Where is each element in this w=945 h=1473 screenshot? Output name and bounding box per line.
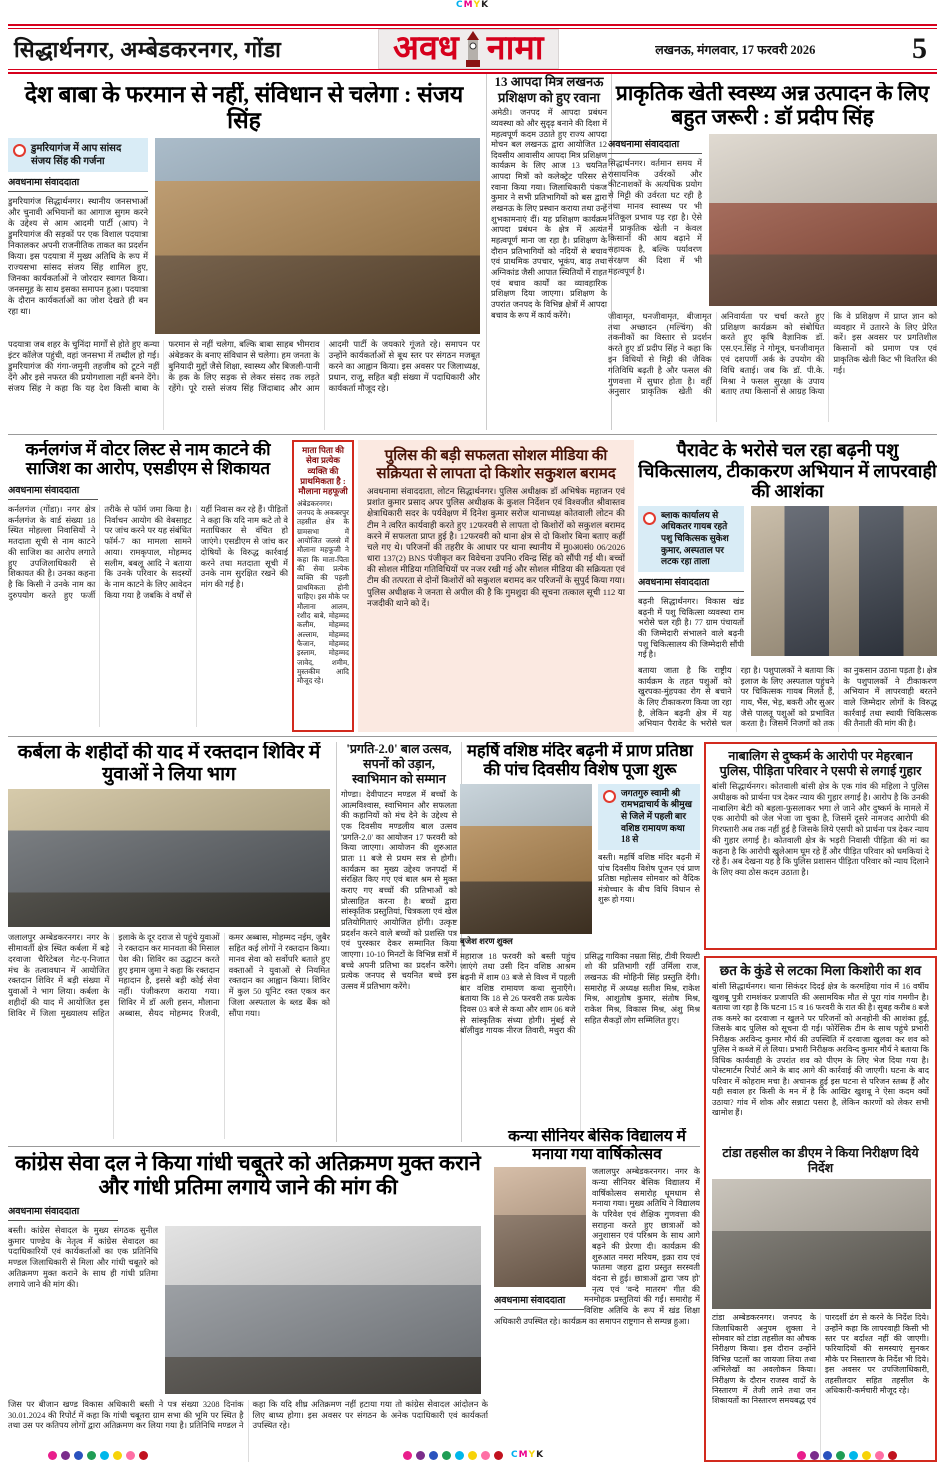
header-rule	[8, 28, 937, 29]
headline: छत के कुंडे से लटका मिला किशोरी का शव	[719, 963, 922, 978]
article-paravet	[638, 440, 937, 732]
registration-dot	[468, 1451, 477, 1460]
body-text: महाराज 18 फरवरी को बस्ती पहुंच जाएंगे तथा उसी दिन वशिष्ठ आश्रम बढ़नी में शाम 03 बजे से विश्व में पहली बार वशिष्ठ रामायण कथा सुनाएँगे। बताया कि 18 से 26 फरवरी तक प्रत्येक दिवस 03 बजे से कथा और शाम 06 बजे से सांस्कृतिक संध्या होगी। मुंबई से बॉलीवुड गायक नीरज तिवारी, मथुरा की प्रसिद्ध गायिका नम्रता सिंह, टीवी रियल्टी शो की प्रतिभागी रहीं उर्मिला राज, लखनऊ की मोहिनी सिंह प्रस्तुति देंगी। समारोह में अध्यक्ष सतीश मिश्र, राकेश मिश्र, आशुतोष कुमार, संतोष मिश्र, राकेश मिश्र, विकास मिश्र, अंशु मिश्र सहित सैकड़ों लोग सम्मिलित हुए।	[460, 951, 700, 1036]
registration-dot	[442, 1451, 451, 1460]
registration-dot	[888, 1451, 897, 1460]
color-bar-left	[46, 1446, 150, 1464]
registration-dot	[797, 1451, 806, 1460]
lede-text: बस्ती। महर्षि वशिष्ठ मंदिर बढ़नी में पांच दिवसीय विशेष पूजन एवं प्राण प्रतिष्ठा महोत्सव सोमवार को वैदिक मंत्रोच्चार के बीच विधि विधान से शुरू हो गया।	[598, 853, 700, 905]
edition-region: सिद्धार्थनगर, अम्बेडकरनगर, गोंडा	[14, 37, 282, 62]
headline: कांग्रेस सेवा दल ने किया गांधी चबूतरे को अतिक्रमण मुक्त कराने और गांधी प्रतिमा लगाये जाने की मांग की	[15, 1152, 481, 1199]
lede-text: बढ़नी सिद्धार्थनगर। विकास खंड बढ़नी में पशु चिकित्सा व्यवस्था राम भरोसे चल रही है। 77 ग्राम पंचायतों की जिम्मेदारी संभालने वाले बढ़नी पशु चिकित्सालय की जिम्मेदारी सौंपी गई है।	[638, 596, 744, 660]
photo-certificate-handover	[709, 134, 937, 306]
article-mata-pita	[292, 440, 354, 732]
headline: पैरावेट के भरोसे चल रहा बढ़नी पशु चिकित्सालय, टीकाकरण अभियान में लापरवाही की आशंका	[638, 440, 937, 502]
headline: महर्षि वशिष्ठ मंदिर बढ़नी में प्राण प्रतिष्ठा की पांच दिवसीय विशेष पूजा शुरू	[467, 742, 693, 779]
article-kanya-vidyalaya	[494, 1128, 700, 1462]
registration-dot	[126, 1451, 135, 1460]
byline: अवधनामा संवाददाता	[8, 1204, 118, 1221]
body-text: बांसी सिद्धार्थनगर। थाना सिकंदर दिदई क्षेत्र के करमहिया गांव में 16 वर्षीय खुशबू पुत्री रामशंकर प्रजापति की असामयिक मौत से पूरा गांव गमगीन है। बताया जा रहा है कि घटना 15 व 16 फरवरी के रात की है। सुबह करीब 8 बजे तक कमरे का दरवाजा न खुलने पर परिजनों को अनहोनी की आशंका हुई, जिसके बाद पुलिस को सूचना दी गई। फोरेंसिक टीम के साथ पहुंचे प्रभारी निरीक्षक अरविन्द कुमार मौर्य की उपस्थिति में दरवाजा खुलवा कर शव को पुलिस ने कब्जे में ले लिया। प्रभारी निरीक्षक अरविन्द कुमार मौर्य ने बताया कि विधिक कार्यवाही के उपरांत शव को पीएम के लिए भेज दिया गया है। पोस्टमार्टम रिपोर्ट आने के बाद आगे की कार्रवाई की जाएगी। घटना के बाद परिवार में कोहराम मचा है। अचानक हुई इस घटना से परिजन स्तब्ध हैं और यही सवाल हर किसी के मन में है कि आखिर खुशबू ने ऐसा कदम क्यों उठाया? गांव में शोक और सन्नाटा पसरा है, लेकिन कारणों को लेकर सभी खामोश हैं।	[712, 982, 929, 1118]
article-tanda-inspection	[712, 1146, 929, 1462]
registration-dot	[823, 1451, 832, 1460]
bullet-ring-icon	[603, 790, 616, 803]
cmyk-registration-mark-bottom	[0, 1446, 945, 1464]
cmyk-letter: C	[510, 1450, 519, 1460]
cmyk-letter: M	[463, 0, 474, 10]
headline: पुलिस की बड़ी सफलता सोशल मीडिया की सक्रियता से लापता दो किशोर सकुशल बरामद	[376, 448, 616, 482]
article-vashisht-mandir	[460, 742, 700, 1142]
masthead-logo	[378, 29, 559, 69]
photo-blood-donation-camp	[8, 789, 330, 927]
registration-dot	[74, 1451, 83, 1460]
photo-temple-puja	[460, 784, 592, 934]
article-pragati	[336, 742, 462, 1142]
photo-congress-delegation	[165, 1226, 481, 1394]
registration-dot	[429, 1451, 438, 1460]
article-karbala-blood	[8, 742, 330, 1142]
lede-text: डुमरियागंज सिद्धार्थनगर। स्थानीय जनसभाओं और चुनावी अभियानों का आगाज सुगम करने के उद्देश्य से आम आदमी पार्टी (आप) ने डुमरियागंज की सड़कों पर एक विशाल पदयात्रा निकालकर अपनी राजनीतिक ताकत का प्रदर्शन किया। इस पदयात्रा में मुख्य अतिथि के रूप में राज्यसभा सांसद संजय सिंह शामिल हुए, जिनका कार्यकर्ताओं ने जोरदार स्वागत किया। जनसमूह के साथ इसका समापन हुआ। पदयात्रा के दौरान कार्यकर्ताओं का जोश देखते ही बन रहा था।	[8, 197, 148, 316]
headline: प्राकृतिक खेती स्वस्थ्य अन्न उत्पादन के लिए बहुत जरूरी : डॉ प्रदीप सिंह	[615, 82, 930, 129]
masthead-text-left: अवध	[393, 30, 459, 67]
bullet-ring-icon	[13, 144, 26, 157]
registration-dot	[494, 1451, 503, 1460]
body-text: बताया जाता है कि राष्ट्रीय कार्यक्रम के तहत पशुओं को खुरपका-मुंहपका रोग से बचाने के लिए टीकाकरण किया जा रहा है, लेकिन बढ़नी क्षेत्र में यह अभियान पैरावेट के भरोसे चल रहा है। पशुपालकों ने बताया कि इलाज के लिए अस्पताल पहुंचने पर चिकित्सक गायब मिलते हैं, गाय, भैंस, भेड़, बकरी और सुअर जैसे पालतू पशुओं को प्रभावित करता है। जिसमें निजगों को तक का नुकसान उठाना पड़ता है। क्षेत्र के पशुपालकों ने टीकाकरण अभियान में लापरवाही बरतने वाले जिम्मेदार लोगों के विरुद्ध कार्रवाई तथा स्थायी चिकित्सक की तैनाती की मांग की है।	[638, 665, 937, 729]
body-text: जलालपुर अम्बेडकरनगर। नगर के सीमावर्ती क्षेत्र स्थित कर्बला में बड़े दरवाजा चैरिटेबल गेट-ए-निजात मंच के तत्वावधान में आयोजित रक्तदान शिविर में बड़ी संख्या में युवाओं ने भाग लिया। कर्बला के शहीदों की याद में आयोजित इस शिविर में जिला मुख्यालय सहित इलाके के दूर दराज से पहुंचे युवाओं ने रक्तदान कर मानवता की मिसाल पेश की। शिविर का उद्घाटन करते हुए इमाम जुमा ने कहा कि रक्तदान महादान है, इससे बड़ी कोई सेवा नहीं। पंजीकरण कराया गया। शिविर में डॉ अली हसन, मौलाना अब्बास, सैयद मोहम्मद रिजवी, कमर अब्बास, मोहम्मद नईम, जुबैर सहित कई लोगों ने रक्तदान किया। मानव सेवा को सर्वोपरि बताते हुए वक्ताओं ने युवाओं से नियमित रक्तदान का आह्वान किया। शिविर में कुल 50 यूनिट रक्त एकत्र कर जिला अस्पताल के ब्लड बैंक को सौंपा गया।	[8, 933, 330, 1018]
registration-dot	[100, 1451, 109, 1460]
cmyk-letter: M	[518, 1450, 529, 1460]
body-text: बांसी सिद्धार्थनगर। कोतवाली बांसी क्षेत्र के एक गांव की महिला ने पुलिस अधीक्षक को प्रार्थना पत्र देकर न्याय की गुहार लगाई है। आरोप है कि उनकी नाबालिग बेटी को बहला-फुसलाकर भगा ले जाने और दुष्कर्म के मामले में एक आरोपी को जेल भेजा जा चुका है, जिसमें दूसरे नामजद आरोपी की गिरफ्तारी अब तक नहीं हुई है जिसके लिये एसपी को प्रार्थना पत्र देकर न्याय की गुहार लगाई है। कोतवाली क्षेत्र के भड़री निवासी पीड़िता की मां का कहना है कि आरोपी खुलेआम घूम रहे हैं और पीड़ित परिवार को धमकियां दे रहे हैं। अब देखना यह है कि पुलिस प्रशासन पीड़िता परिवार को न्याय दिलाने के लिए क्या ठोस कदम उठाता है।	[712, 782, 929, 878]
registration-dot	[862, 1451, 871, 1460]
color-bar-center	[401, 1446, 505, 1464]
registration-dot	[87, 1451, 96, 1460]
registration-dot	[836, 1451, 845, 1460]
section-divider	[8, 434, 937, 435]
page-number: 5	[911, 32, 927, 65]
headline: 13 आपदा मित्र लखनऊ प्रशिक्षण को हुए रवाना	[494, 74, 604, 105]
color-bar-right	[795, 1446, 899, 1464]
cmyk-registration-mark-top	[0, 0, 945, 10]
registration-dot	[416, 1451, 425, 1460]
registration-dot	[113, 1451, 122, 1460]
byline: अवधनामा संवाददाता	[638, 575, 744, 592]
body-text: जिस पर बीजान खण्ड विकास अधिकारी बस्ती ने पत्र संख्या 3208 दिनांक 30.01.2024 की रिपोर्ट में कहा कि गांधी चबूतरा ग्राम सभा की भूमि पर स्थित है तथा उस पर कतिपय लोगों द्वारा अतिक्रमण कर लिया गया है। प्रतिनिधि मण्डल ने कहा कि यदि शीघ्र अतिक्रमण नहीं हटाया गया तो कांग्रेस सेवादल आंदोलन के लिए बाध्य होगा। इस अवसर पर संगठन के अनेक पदाधिकारी एवं कार्यकर्ता उपस्थित रहे।	[8, 1399, 488, 1431]
masthead-band	[8, 24, 937, 74]
photo-dm-inspection	[712, 1179, 931, 1309]
registration-dot	[481, 1451, 490, 1460]
header-rule	[8, 72, 937, 74]
photo-hospital-doors	[751, 506, 937, 656]
kicker-text: डुमरियागंज में आप सांसद संजय सिंह की गर्जना	[31, 143, 122, 168]
lede-text: बस्ती। कांग्रेस सेवादल के मुख्य संगठक सुनील कुमार पाण्डेय के नेतृत्व में कांग्रेस सेवादल का पदाधिकारियों एवं कार्यकर्ताओं का एक प्रतिनिधि मण्डल जिलाधिकारी से मिला और गांधी चबूतरे को अतिक्रमण मुक्त कराने के साथ ही गांधी प्रतिमा लगाये जाने की मांग की।	[8, 1225, 158, 1289]
byline: अवधनामा संवाददाता	[494, 1293, 584, 1310]
byline: अवधनामा संवाददाता	[8, 175, 148, 192]
bullet-ring-icon	[643, 512, 656, 525]
photo-rally-crowd	[155, 138, 480, 334]
article-police-success	[358, 440, 634, 732]
header-rule	[8, 69, 937, 70]
article-group-right-bottom	[704, 956, 937, 1462]
cmyk-letter: Y	[473, 0, 482, 10]
clock-tower-icon	[463, 31, 483, 67]
kicker-text: ब्लाक कार्यालय से अधिकतर गायब रहते पशु चिकित्सक सुकेश कुमार, अस्पताल पर लटक रहा ताला	[661, 509, 729, 567]
body-text: कर्नलगंज (गोंडा)। नगर क्षेत्र कर्नलगंज के वार्ड संख्या 18 स्थित मोहल्ला निवासियों ने मतदाता सूची से नाम काटने की साजिश का आरोप लगाते हुए उपजिलाधिकारी से शिकायत की है। उनका कहना है कि किसी ने उनके नाम का दुरुपयोग करते हुए फर्जी तरीके से फॉर्म जमा किया है। निर्वाचन आयोग की वेबसाइट पर जांच करने पर यह संबंधित फॉर्म-7 का मामला सामने आया। रामकृपाल, मोहम्मद सलीम, बबलू आदि ने बताया कि उनके परिवार के सदस्यों के नाम काटने के लिए आवेदन किया गया है जबकि वे वर्षों से यहीं निवास कर रहे हैं। पीड़ितों ने कहा कि यदि नाम कटे तो वे मताधिकार से वंचित हो जाएंगे। एसडीएम से जांच कर दोषियों के विरुद्ध कार्रवाई करने तथा मतदाता सूची में उनके नाम सुरक्षित रखने की मांग की गई है।	[8, 504, 288, 600]
headline: माता पिता की सेवा प्रत्येक व्यक्ति की प्राथमिकता है : मौलाना महफूजी	[298, 445, 348, 497]
article-aapda-mitra	[486, 74, 612, 430]
headline: कन्या सीनियर बेसिक विद्यालय में मनाया गया वार्षिकोत्सव	[508, 1128, 686, 1163]
lede-text: सिद्धार्थनगर। वर्तमान समय में रासायनिक उर्वरकों और कीटनाशकों के अत्यधिक प्रयोग से मिट्टी की उर्वरता घट रही है तथा मानव स्वास्थ्य पर भी प्रतिकूल प्रभाव पड़ रहा है। ऐसे में प्राकृतिक खेती न केवल किसानों की आय बढ़ाने में सहायक है, बल्कि पर्यावरण संरक्षण की दिशा में भी महत्वपूर्ण है।	[608, 158, 702, 276]
registration-dot	[875, 1451, 884, 1460]
article-dushkarm-complaint	[704, 742, 937, 950]
cmyk-letter: K	[536, 1450, 545, 1460]
byline: अवधनामा संवाददाता	[8, 483, 98, 500]
registration-dot	[61, 1451, 70, 1460]
kicker-text: जगतगुरु स्वामी श्री रामभद्राचार्य के श्रीमुख से जिले में पहली बार वशिष्ठ रामायण कथा 18 से	[621, 787, 692, 845]
headline: 'प्रगति-2.0' बाल उत्सव, सपनों को उड़ान, स्वाभिमान को सम्मान	[346, 742, 452, 786]
article-congress-sevadal	[8, 1152, 488, 1462]
kicker-box	[598, 784, 700, 850]
registration-dot	[810, 1451, 819, 1460]
cmyk-letter: C	[455, 0, 464, 10]
body-text: टांडा अम्बेडकरनगर। जनपद के जिलाधिकारी अनुपम शुक्ला ने सोमवार को टांडा तहसील का औचक निरीक्षण किया। इस दौरान उन्होंने विभिन्न पटलों का जायजा लिया तथा अभिलेखों का अवलोकन किया। निरीक्षण के दौरान राजस्व वादों के निस्तारण में तेजी लाने तथा जन शिकायतों का निस्तारण समयबद्ध एवं पारदर्शी ढंग से करने के निर्देश दिये। उन्होंने कहा कि लापरवाही किसी भी स्तर पर बर्दाश्त नहीं की जाएगी। फरियादियों की समस्याएं सुनकर मौके पर निस्तारण के निर्देश भी दिये। इस अवसर पर उपजिलाधिकारी, तहसीलदार सहित तहसील के अधिकारी-कर्मचारी मौजूद रहे।	[712, 1313, 929, 1406]
cmyk-label	[511, 1450, 544, 1460]
body-text: पदयात्रा जब शहर के चुनिंदा मार्गों से होते हुए कन्या इंटर कॉलेज पहुंची, वहां जनसभा में तब्दील हो गई। डुमरियागंज की गंगा-जमुनी तहजीब को टूटने नहीं देंगे और इसे नफरत की प्रयोगशाला नहीं बनने देंगे। संजय सिंह ने कहा कि यह देश किसी बाबा के फरमान से नहीं चलेगा, बल्कि बाबा साहब भीमराव अंबेडकर के बनाए संविधान से चलेगा। हम जनता के बुनियादी मुद्दों जैसे शिक्षा, स्वास्थ्य और बिजली-पानी के हक के लिए सड़क से लेकर संसद तक लड़ते रहेंगे। पूरे रास्ते संजय सिंह जिंदाबाद और आम आदमी पार्टी के जयकारे गूंजते रहे। समापन पर उन्होंने कार्यकर्ताओं से बूथ स्तर पर संगठन मजबूत करने का आह्वान किया। इस अवसर पर जिलाध्यक्ष, प्रधान, राजू, सहित बड़ी संख्या में पदाधिकारी और कार्यकर्ता मौजूद रहे।	[8, 340, 480, 394]
registration-dot	[849, 1451, 858, 1460]
body-text: गोण्डा। देवीपाटन मण्डल में बच्चों के आत्मविश्वास, स्वाभिमान और सफलता की कहानियों को मंच देने के उद्देश्य से एक दिवसीय मण्डलीय बाल उत्सव 'प्रगति-2.0' का आयोजन 17 फरवरी को किया जाएगा। आयोजन की शुरुआत प्रातः 11 बजे से प्रथम सत्र से होगी। कार्यक्रम का मुख्य उद्देश्य जनपदों में संरक्षित किए गए एवं बाल श्रम से मुक्त कराए गए बच्चों की प्रतिभाओं को प्रोत्साहित करना है। बच्चों द्वारा सांस्कृतिक प्रस्तुतियां, चित्रकला एवं खेल प्रतियोगिताएं आयोजित होंगी। उत्कृष्ट प्रदर्शन करने वाले बच्चों को प्रशस्ति पत्र एवं पुरस्कार देकर सम्मानित किया जाएगा। 10-10 मिनटों के विभिन्न सत्रों में बच्चे अपनी प्रतिभा का प्रदर्शन करेंगे। प्रत्येक जनपद से चयनित बच्चे इस उत्सव में प्रतिभाग करेंगे।	[341, 790, 457, 991]
byline: अवधनामा संवाददाता	[608, 137, 702, 154]
cmyk-letter: Y	[528, 1450, 537, 1460]
kicker-box	[638, 506, 744, 572]
registration-dot	[139, 1451, 148, 1460]
section-divider	[8, 736, 937, 737]
registration-dot	[403, 1451, 412, 1460]
headline: टांडा तहसील का डीएम ने किया निरीक्षण दिये निर्देश	[722, 1146, 919, 1176]
body-text: जलालपुर अम्बेडकरनगर। नगर के कन्या सीनियर बेसिक विद्यालय में वार्षिकोत्सव समारोह धूमधाम से मनाया गया। मुख्य अतिथि ने विद्यालय के परिवेश एवं शैक्षिक गुणवत्ता की सराहना करते हुए छात्राओं को अनुशासन एवं परिश्रम के साथ आगे बढ़ने की प्रेरणा दी। कार्यक्रम की शुरुआत नमरा मरियम, इक्रा राय एवं फातमा जहरा द्वारा प्रस्तुत सरस्वती वंदना से हुई। छात्राओं द्वारा 'जय हो' नृत्य एवं 'वन्दे मातरम' गीत की मनमोहक प्रस्तुतियां की गईं। समारोह में विशिष्ट अतिथि के रूप में खंड शिक्षा अधिकारी उपस्थित रहे। कार्यक्रम का समापन राष्ट्रगान से सम्पन्न हुआ।	[494, 1167, 700, 1326]
body-text: अंबेडकरनगर। जनपद के अकबरपुर तहसील क्षेत्र के ग्रामसभा में आयोजित जलसे में मौलाना महफूजी ने कहा कि माता-पिता की सेवा प्रत्येक व्यक्ति की पहली प्राथमिकता होनी चाहिए। इस मौके पर मौलाना आलम, रशीद बाबे, मोहम्मद कलीम, मोहम्मद अल्लाम, मोहम्मद फैजान, मोहम्मद इस्लाम, मोहम्मद जावेद, शमीम, मुस्तकीम आदि मौजूद रहे।	[297, 499, 349, 686]
photo-caption: बृजेश शरण शुक्ल	[460, 935, 513, 946]
headline: कर्बला के शहीदों की याद में रक्तदान शिविर में युवाओं ने लिया भाग	[17, 742, 321, 785]
cmyk-letter: K	[481, 0, 490, 10]
dateline: लखनऊ, मंगलवार, 17 फरवरी 2026	[655, 42, 816, 57]
body-text: जीवामृत, घनजीवामृत, बीजामृत तथा अच्छादन (मल्चिंग) की तकनीकों का विस्तार से प्रदर्शन करते हुए डॉ प्रदीप सिंह ने कहा कि इन विधियों से मिट्टी की जैविक गतिविधि बढ़ती है और फसल की गुणवत्ता में सुधार होता है। वहीं अनुसार प्राकृतिक खेती की अनिवार्यता पर चर्चा करते हुए प्रशिक्षण कार्यक्रम को संबोधित करते हुए कृषि वैज्ञानिक डॉ. एस.एन.सिंह ने गोमूत्र, घनजीवामृत एवं दशपर्णी अर्क के उपयोग की विधि बताई। जब कि डॉ. पी.के. मिश्रा ने फसल सुरक्षा के उपाय बताए तथा किसानों से आग्रह किया कि वे प्रशिक्षण में प्राप्त ज्ञान को व्यवहार में उतारने के लिए प्रेरित करें। इस अवसर पर प्रगतिशील किसानों को प्रमाण पत्र एवं प्राकृतिक खेती किट भी वितरित की गई।	[608, 311, 937, 397]
headline: कर्नलगंज में वोटर लिस्ट से नाम काटने की साजिश का आरोप, एसडीएम से शिकायत	[25, 440, 271, 479]
headline: नाबालिग से दुष्कर्म के आरोपी पर मेहरबान पुलिस, पीड़िता परिवार ने एसपी से लगाई गुहार	[719, 749, 922, 778]
headline: देश बाबा के फरमान से नहीं, संविधान से चलेगा : संजय सिंह	[24, 82, 464, 134]
registration-dot	[455, 1451, 464, 1460]
article-voter-list	[8, 440, 288, 732]
body-text: अमेठी। जनपद में आपदा प्रबंधन व्यवस्था को और सुदृढ़ बनाने की दिशा में महत्वपूर्ण कदम उठाते हुए राज्य आपदा मोचन बल लखनऊ द्वारा आयोजित 12 दिवसीय आवासीय आपदा मित्र प्रशिक्षण कार्यक्रम के लिए आज 13 चयनित आपदा मित्रों को कलेक्ट्रेट परिसर से रवाना किया गया। जिलाधिकारी पंकज कुमार ने सभी प्रतिभागियों को बस द्वारा लखनऊ के लिए प्रस्थान कराया तथा उन्हें शुभकामनाएं दीं। यह प्रशिक्षण कार्यक्रम आपदा प्रबंधन के क्षेत्र में अत्यंत महत्वपूर्ण माना जा रहा है। प्रशिक्षण के दौरान प्रतिभागियों को नदियों से बचाव एवं प्राथमिक उपचार, भूकंप, बाढ़ तथा अग्निकांड जैसी आपात स्थितियों में राहत एवं बचाव कार्यों का व्यावहारिक प्रशिक्षण दिया जाएगा। प्रशिक्षण के उपरांत जनपद के विभिन्न क्षेत्रों में आपदा बचाव के रूप में कार्य करेंगे।	[491, 108, 607, 320]
photo-school-function	[494, 1167, 586, 1287]
article-prakritik-kheti	[608, 82, 937, 430]
body-text: अवधनामा संवाददाता, लोटन सिद्धार्थनगर। पुलिस अधीक्षक डॉ अभिषेक महाजन एवं प्रशांत कुमार प्रसाद अपर पुलिस अधीक्षक के कुशल निर्देशन एवं विश्वजीत श्रीवास्तव क्षेत्राधिकारी सदर के पर्यवेक्षण में दिनेश कुमार सरोज थानाध्यक्ष कोतवाली लोटन की टीम ने त्वरित कार्यवाही करते हुए 12फरवरी से लापता दो किशोरों को सकुशल बरामद करने में सफलता प्राप्त हुई है। 12फरवरी को थाना क्षेत्र से दो किशोर बिना बताए कहीं चले गए थे। परिजनों की तहरीर के आधार पर थाना स्थानीय में मु0अ0सं0 06/2026 धारा 137(2) BNS पंजीकृत कर विवेचना उपनि0 रविन्द्र सिंह को सौंपी गई थी। बच्चों की सोशल मीडिया गतिविधियों पर नजर रखी गई और सोशल मीडिया की सक्रियता एवं टीम की तत्परता से दोनों किशोरों को सकुशल बरामद कर परिजनों के सुपुर्द किया गया। पुलिस अधीक्षक ने जनता से अपील की है कि गुमशुदा की सूचना तत्काल सूची 112 या नजदीकी थाने को दें।	[367, 486, 625, 608]
kicker-box	[8, 138, 148, 172]
article-sanjay-rally	[8, 82, 480, 430]
article-kishori-shav	[712, 963, 929, 1142]
header-rule	[8, 24, 937, 26]
registration-dot	[48, 1451, 57, 1460]
masthead-text-right: नामा	[486, 30, 544, 67]
